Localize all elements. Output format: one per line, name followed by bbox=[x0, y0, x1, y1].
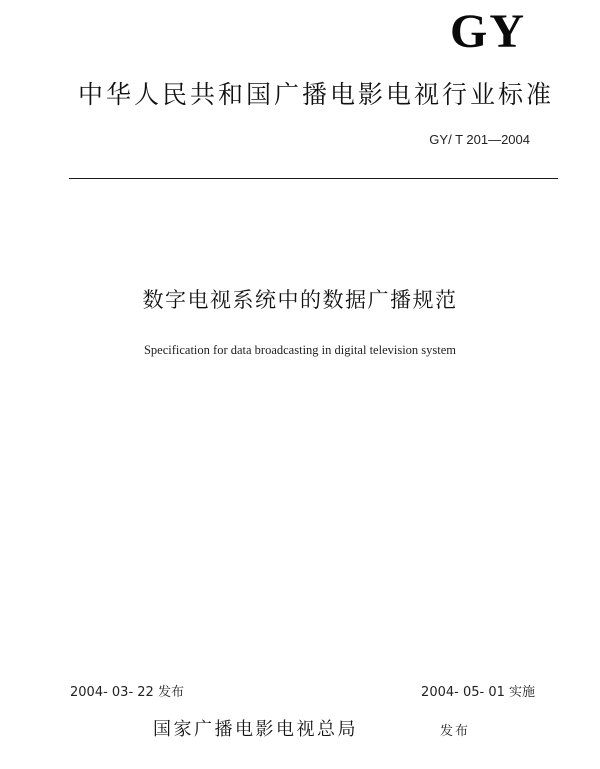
issuer-action: 发布 bbox=[440, 724, 471, 739]
gy-logo: GY bbox=[450, 5, 526, 58]
header-divider bbox=[69, 178, 558, 179]
issue-date: 2004- 03- 22 发布 bbox=[70, 685, 184, 700]
organization-title: 中华人民共和国广播电影电视行业标准 bbox=[78, 80, 555, 109]
document-subtitle: Specification for data broadcasting in digital television system bbox=[143, 343, 457, 357]
issuer-name: 国家广播电影电视总局 bbox=[153, 719, 358, 740]
document-title: 数字电视系统中的数据广播规范 bbox=[142, 288, 458, 312]
effective-date: 2004- 05- 01 实施 bbox=[421, 685, 535, 700]
standard-number: GY/ T 201—2004 bbox=[429, 132, 530, 147]
